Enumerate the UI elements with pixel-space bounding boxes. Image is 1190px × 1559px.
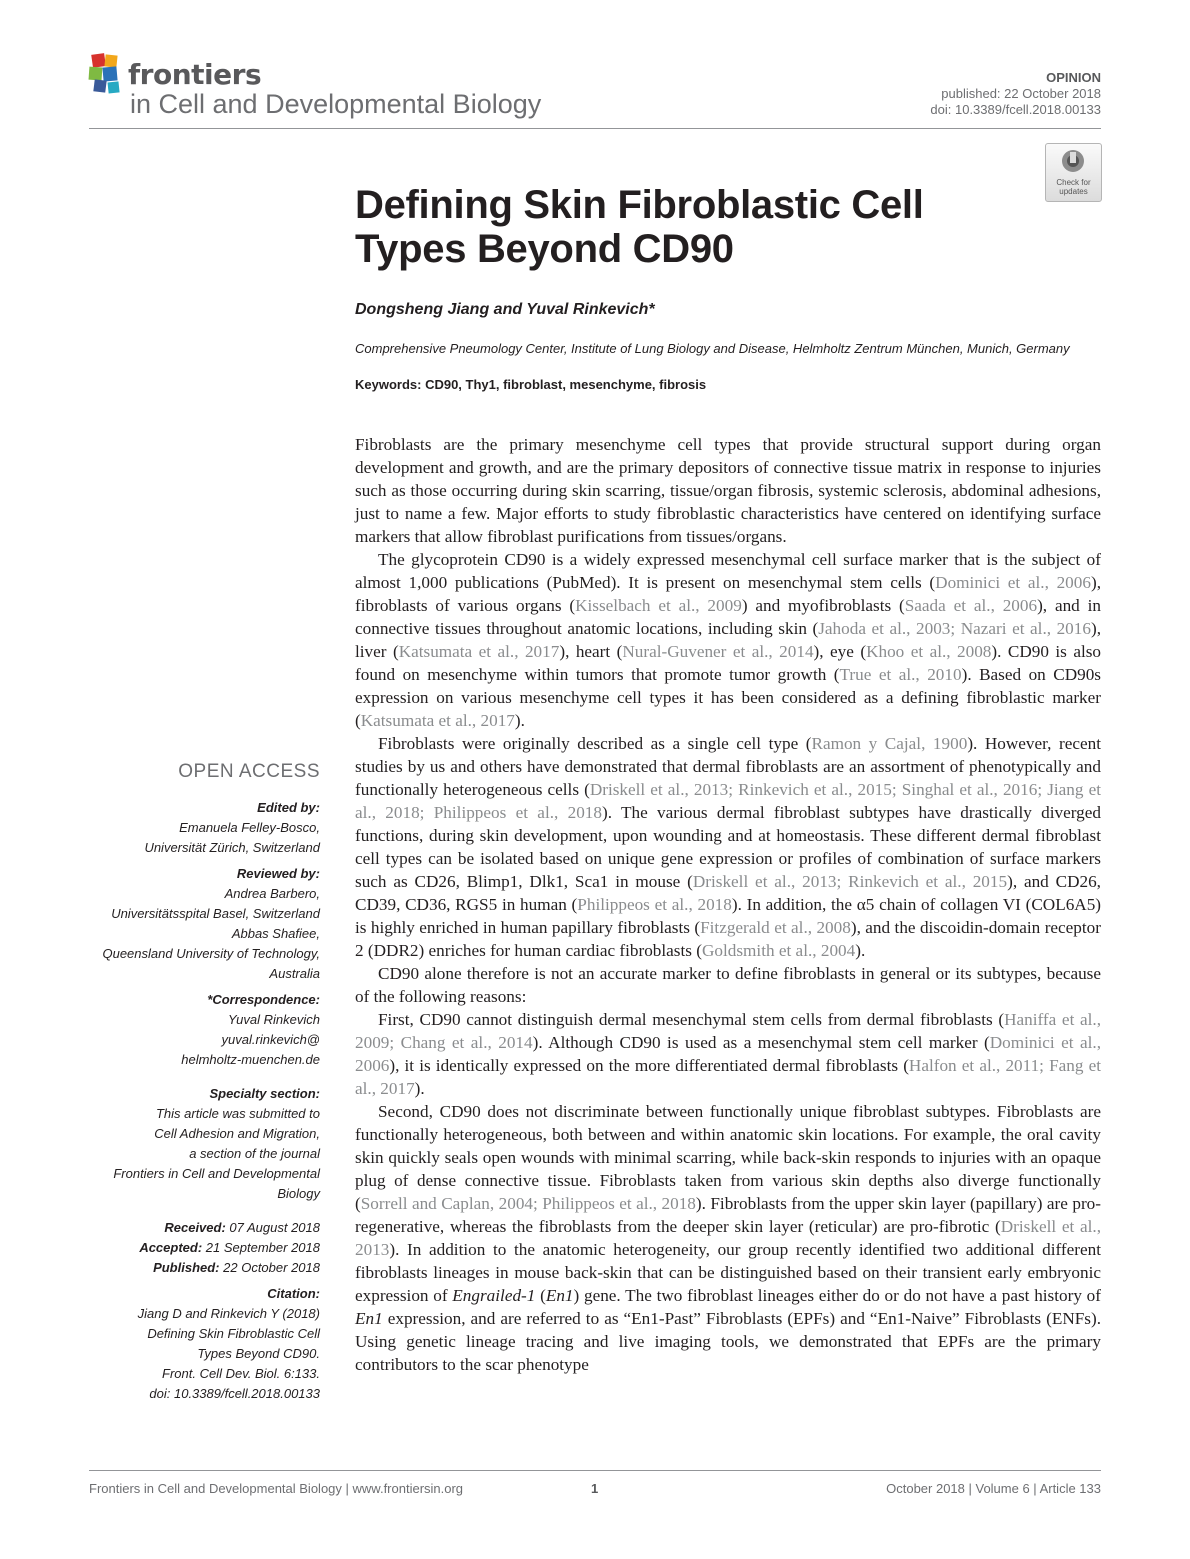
citation-link[interactable]: Driskell et al., 2013; Rinkevich et al., 2015 xyxy=(692,872,1008,891)
reviewer-affiliation: Queensland University of Technology, xyxy=(102,946,320,961)
citation-doi[interactable]: doi: 10.3389/fcell.2018.00133 xyxy=(149,1386,320,1401)
body-paragraph xyxy=(355,1100,1101,1376)
citation-link[interactable]: Katsumata et al., 2017 xyxy=(360,711,515,730)
article-doi[interactable]: doi: 10.3389/fcell.2018.00133 xyxy=(930,102,1101,117)
reviewer-affiliation: Australia xyxy=(269,966,320,981)
dates-section xyxy=(90,1218,320,1278)
citation-link[interactable]: Halfon et al., 2011; Fang et al., 2017 xyxy=(355,1056,1101,1098)
body-text-run: ). In addition, the α5 chain of collagen VI (COL6A5) is highly enriched in human papillary fibroblasts ( xyxy=(355,895,1102,937)
edited-by-section: Edited by: Emanuela Felley-Bosco, Universität Zürich, Switzerland xyxy=(90,798,320,858)
logo-wordmark: frontiers xyxy=(128,58,262,91)
editor-name: Emanuela Felley-Bosco, xyxy=(179,820,320,835)
gene-name: Engrailed-1 xyxy=(452,1286,536,1305)
article-title: Defining Skin Fibroblastic Cell Types Beyond CD90 xyxy=(355,183,924,271)
citation-link[interactable]: Jahoda et al., 2003; Nazari et al., 2016 xyxy=(818,619,1091,638)
body-text-run: ), heart ( xyxy=(559,642,623,661)
gene-name: En1 xyxy=(355,1309,383,1328)
citation-link[interactable]: Khoo et al., 2008 xyxy=(866,642,992,661)
page-number: 1 xyxy=(591,1481,599,1496)
citation-link[interactable]: Sorrell and Caplan, 2004; Philippeos et al., 2018 xyxy=(360,1194,696,1213)
body-text-run: ), fibroblasts of various organs ( xyxy=(355,573,1101,615)
body-text-run: ). xyxy=(514,711,525,730)
check-for-updates-label: Check for updates xyxy=(1056,178,1091,196)
article-meta xyxy=(930,70,1101,118)
body-text-run: expression, and are referred to as “En1-Past” Fibroblasts (EPFs) and “En1-Naive” Fibroblasts (ENFs). Using genetic lineage tracing and live imaging tools, we demonstrated that EPFs are the primary contributors to the scar phenotype xyxy=(355,1309,1101,1374)
corresponding-email[interactable]: yuval.rinkevich@ xyxy=(221,1032,320,1047)
published-date: Published: 22 October 2018 xyxy=(153,1260,320,1275)
open-access-label: OPEN ACCESS xyxy=(178,761,320,782)
citation-link[interactable]: Saada et al., 2006 xyxy=(904,596,1038,615)
body-text-run: ). In addition to the anatomic heterogeneity, our group recently identified two additional different fibroblasts lineages in mouse back-skin that can be distinguished based on their transient early embryonic expression of xyxy=(355,1240,1101,1305)
body-paragraph xyxy=(355,433,1101,548)
gene-name: En1 xyxy=(545,1286,574,1305)
reviewer-name: Andrea Barbero, xyxy=(224,886,320,901)
body-text-run: ). xyxy=(855,941,866,960)
body-text-run: Fibroblasts were originally described as a single cell type ( xyxy=(378,734,812,753)
body-text-run: First, CD90 cannot distinguish dermal mesenchymal stem cells from dermal fibroblasts ( xyxy=(378,1010,1005,1029)
body-text-run: ). Although CD90 is used as a mesenchymal stem cell marker ( xyxy=(532,1033,990,1052)
citation-link[interactable]: Dominici et al., 2006 xyxy=(935,573,1091,592)
published-date: published: 22 October 2018 xyxy=(941,86,1101,101)
citation-link[interactable]: Goldsmith et al., 2004 xyxy=(701,941,856,960)
citation-link[interactable]: Haniffa et al., 2009; Chang et al., 2014 xyxy=(355,1010,1102,1052)
citation-link[interactable]: Dominici et al., 2006 xyxy=(355,1033,1101,1075)
specialty-section: Specialty section: This article was submitted to Cell Adhesion and Migration, a section of the journal Frontiers in Cell and Developmental Biology xyxy=(113,1086,320,1201)
citation-section: Citation: Jiang D and Rinkevich Y (2018) Defining Skin Fibroblastic Cell Types Beyond CD90. Front. Cell Dev. Biol. 6:133. doi: 10.3389/fcell.2018.00133 xyxy=(90,1284,320,1404)
body-text-run: ). CD90 is also found on mesenchyme within tumors that promote tumor growth ( xyxy=(355,642,1102,684)
corresponding-author: Yuval Rinkevich xyxy=(227,1012,320,1027)
citation-link[interactable]: Driskell et al., 2013; Rinkevich et al., 2015; Singhal et al., 2016; Jiang et al., 2018; Philippeos et al., 2018 xyxy=(355,780,1101,822)
body-text-run: Second, CD90 does not discriminate between functionally unique fibroblast subtypes. Fibroblasts are functionally heterogeneous, both between and within anatomic skin locations. For example, the oral cavity skin quickly seals open wounds with minimal scarring, while back-skin responds to injuries with an opaque plug of dense connective tissue. Fibroblasts taken from various skin depths also diverge functionally ( xyxy=(355,1102,1101,1213)
body-text-run: ), and CD26, CD39, CD36, RGS5 in human ( xyxy=(355,872,1101,914)
citation-link[interactable]: Katsumata et al., 2017 xyxy=(398,642,560,661)
body-paragraph xyxy=(355,732,1101,962)
citation-link[interactable]: Fitzgerald et al., 2008 xyxy=(700,918,851,937)
footer-issue: October 2018 | Volume 6 | Article 133 xyxy=(886,1481,1101,1496)
bookmark-icon xyxy=(1061,149,1085,173)
citation-link[interactable]: Driskell et al., 2013 xyxy=(355,1217,1101,1259)
body-text-run: ). Fibroblasts from the upper skin layer (papillary) are pro-regenerative, whereas the fibroblasts from the deeper skin layer (reticular) are pro-fibrotic ( xyxy=(355,1194,1101,1236)
reviewed-by-section: Reviewed by: Andrea Barbero, Universitätsspital Basel, Switzerland Abbas Shafiee, Queensland University of Technology, Australia xyxy=(90,864,320,984)
keywords: Keywords: CD90, Thy1, fibroblast, mesenchyme, fibrosis xyxy=(355,377,707,392)
body-text-run: The glycoprotein CD90 is a widely expressed mesenchymal cell surface marker that is the subject of almost 1,000 publications (PubMed). It is present on mesenchymal stem cells ( xyxy=(355,550,1101,592)
footer-journal: Frontiers in Cell and Developmental Biology | www.frontiersin.org xyxy=(89,1481,464,1496)
frontiers-logo-icon xyxy=(88,52,128,96)
journal-name: in Cell and Developmental Biology xyxy=(130,89,542,119)
body-text-run: ). However, recent studies by us and others have demonstrated that dermal fibroblasts are an assortment of phenotypically and functionally heterogeneous cells ( xyxy=(355,734,1101,799)
check-for-updates-button[interactable] xyxy=(1045,143,1102,202)
body-text-run: ) gene. The two fibroblast lineages either do or do not have a past history of xyxy=(573,1286,1101,1305)
body-text-run: ), and the discoidin-domain receptor 2 (DDR2) enriches for human cardiac fibroblasts ( xyxy=(355,918,1101,960)
citation-link[interactable]: Nural-Guvener et al., 2014 xyxy=(622,642,814,661)
correspondence-section: *Correspondence: Yuval Rinkevich yuval.rinkevich@ helmholtz-muenchen.de xyxy=(90,990,320,1070)
body-text-run: ). xyxy=(414,1079,425,1098)
body-text-run: CD90 alone therefore is not an accurate marker to define fibroblasts in general or its subtypes, because of the following reasons: xyxy=(355,964,1101,1006)
body-text-run: ), eye ( xyxy=(813,642,867,661)
reviewer-affiliation: Universitätsspital Basel, Switzerland xyxy=(111,906,320,921)
body-paragraph xyxy=(355,548,1101,732)
author-list: Dongsheng Jiang and Yuval Rinkevich* xyxy=(355,301,655,318)
body-text-run: Fibroblasts are the primary mesenchyme cell types that provide structural support during organ development and growth, and are the primary depositors of connective tissue matrix in response to injuries such as those occurring during skin scarring, tissue/organ fibrosis, systemic sclerosis, abdominal adhesions, just to name a few. Major efforts to study fibroblastic characteristics have centered on identifying surface markers that allow fibroblast purifications from tissues/organs. xyxy=(355,435,1101,546)
body-text-run: ), it is identically expressed on the more differentiated dermal fibroblasts ( xyxy=(389,1056,909,1075)
corresponding-email[interactable]: helmholtz-muenchen.de xyxy=(181,1052,320,1067)
citation-link[interactable]: Ramon y Cajal, 1900 xyxy=(811,734,968,753)
article-body xyxy=(355,433,1101,1376)
body-paragraph xyxy=(355,962,1101,1008)
footer-divider xyxy=(89,1470,1101,1471)
body-text-run: ), and in connective tissues throughout anatomic locations, including skin ( xyxy=(355,596,1101,638)
article-sidebar xyxy=(90,760,320,1410)
body-text-run: ( xyxy=(535,1286,546,1305)
affiliation: Comprehensive Pneumology Center, Institute of Lung Biology and Disease, Helmholtz Zentrum München, Munich, Germany xyxy=(355,341,1070,356)
received-date: Received: 07 August 2018 xyxy=(164,1220,320,1235)
header-divider xyxy=(89,128,1101,129)
editor-affiliation: Universität Zürich, Switzerland xyxy=(144,840,320,855)
body-text-run: ). The various dermal fibroblast subtypes have drastically diverged functions, during skin development, upon wounding and at homeostasis. These different dermal fibroblast cell types can be isolated based on unique gene expression or profiles of combination of surface markers such as CD26, Blimp1, Dlk1, Sca1 in mouse ( xyxy=(355,803,1101,891)
citation-link[interactable]: Kisselbach et al., 2009 xyxy=(575,596,742,615)
citation-link[interactable]: Philippeos et al., 2018 xyxy=(577,895,732,914)
body-text-run: ). Based on CD90s expression on various mesenchyme cell types it has been considered as a defining fibroblastic marker ( xyxy=(355,665,1101,730)
body-text-run: ), liver ( xyxy=(355,619,1101,661)
body-paragraph xyxy=(355,1008,1101,1100)
body-text-run: ) and myofibroblasts ( xyxy=(741,596,905,615)
reviewer-name: Abbas Shafiee, xyxy=(231,926,320,941)
citation-link[interactable]: True et al., 2010 xyxy=(839,665,962,684)
article-type: OPINION xyxy=(1046,70,1101,85)
accepted-date: Accepted: 21 September 2018 xyxy=(139,1240,320,1255)
